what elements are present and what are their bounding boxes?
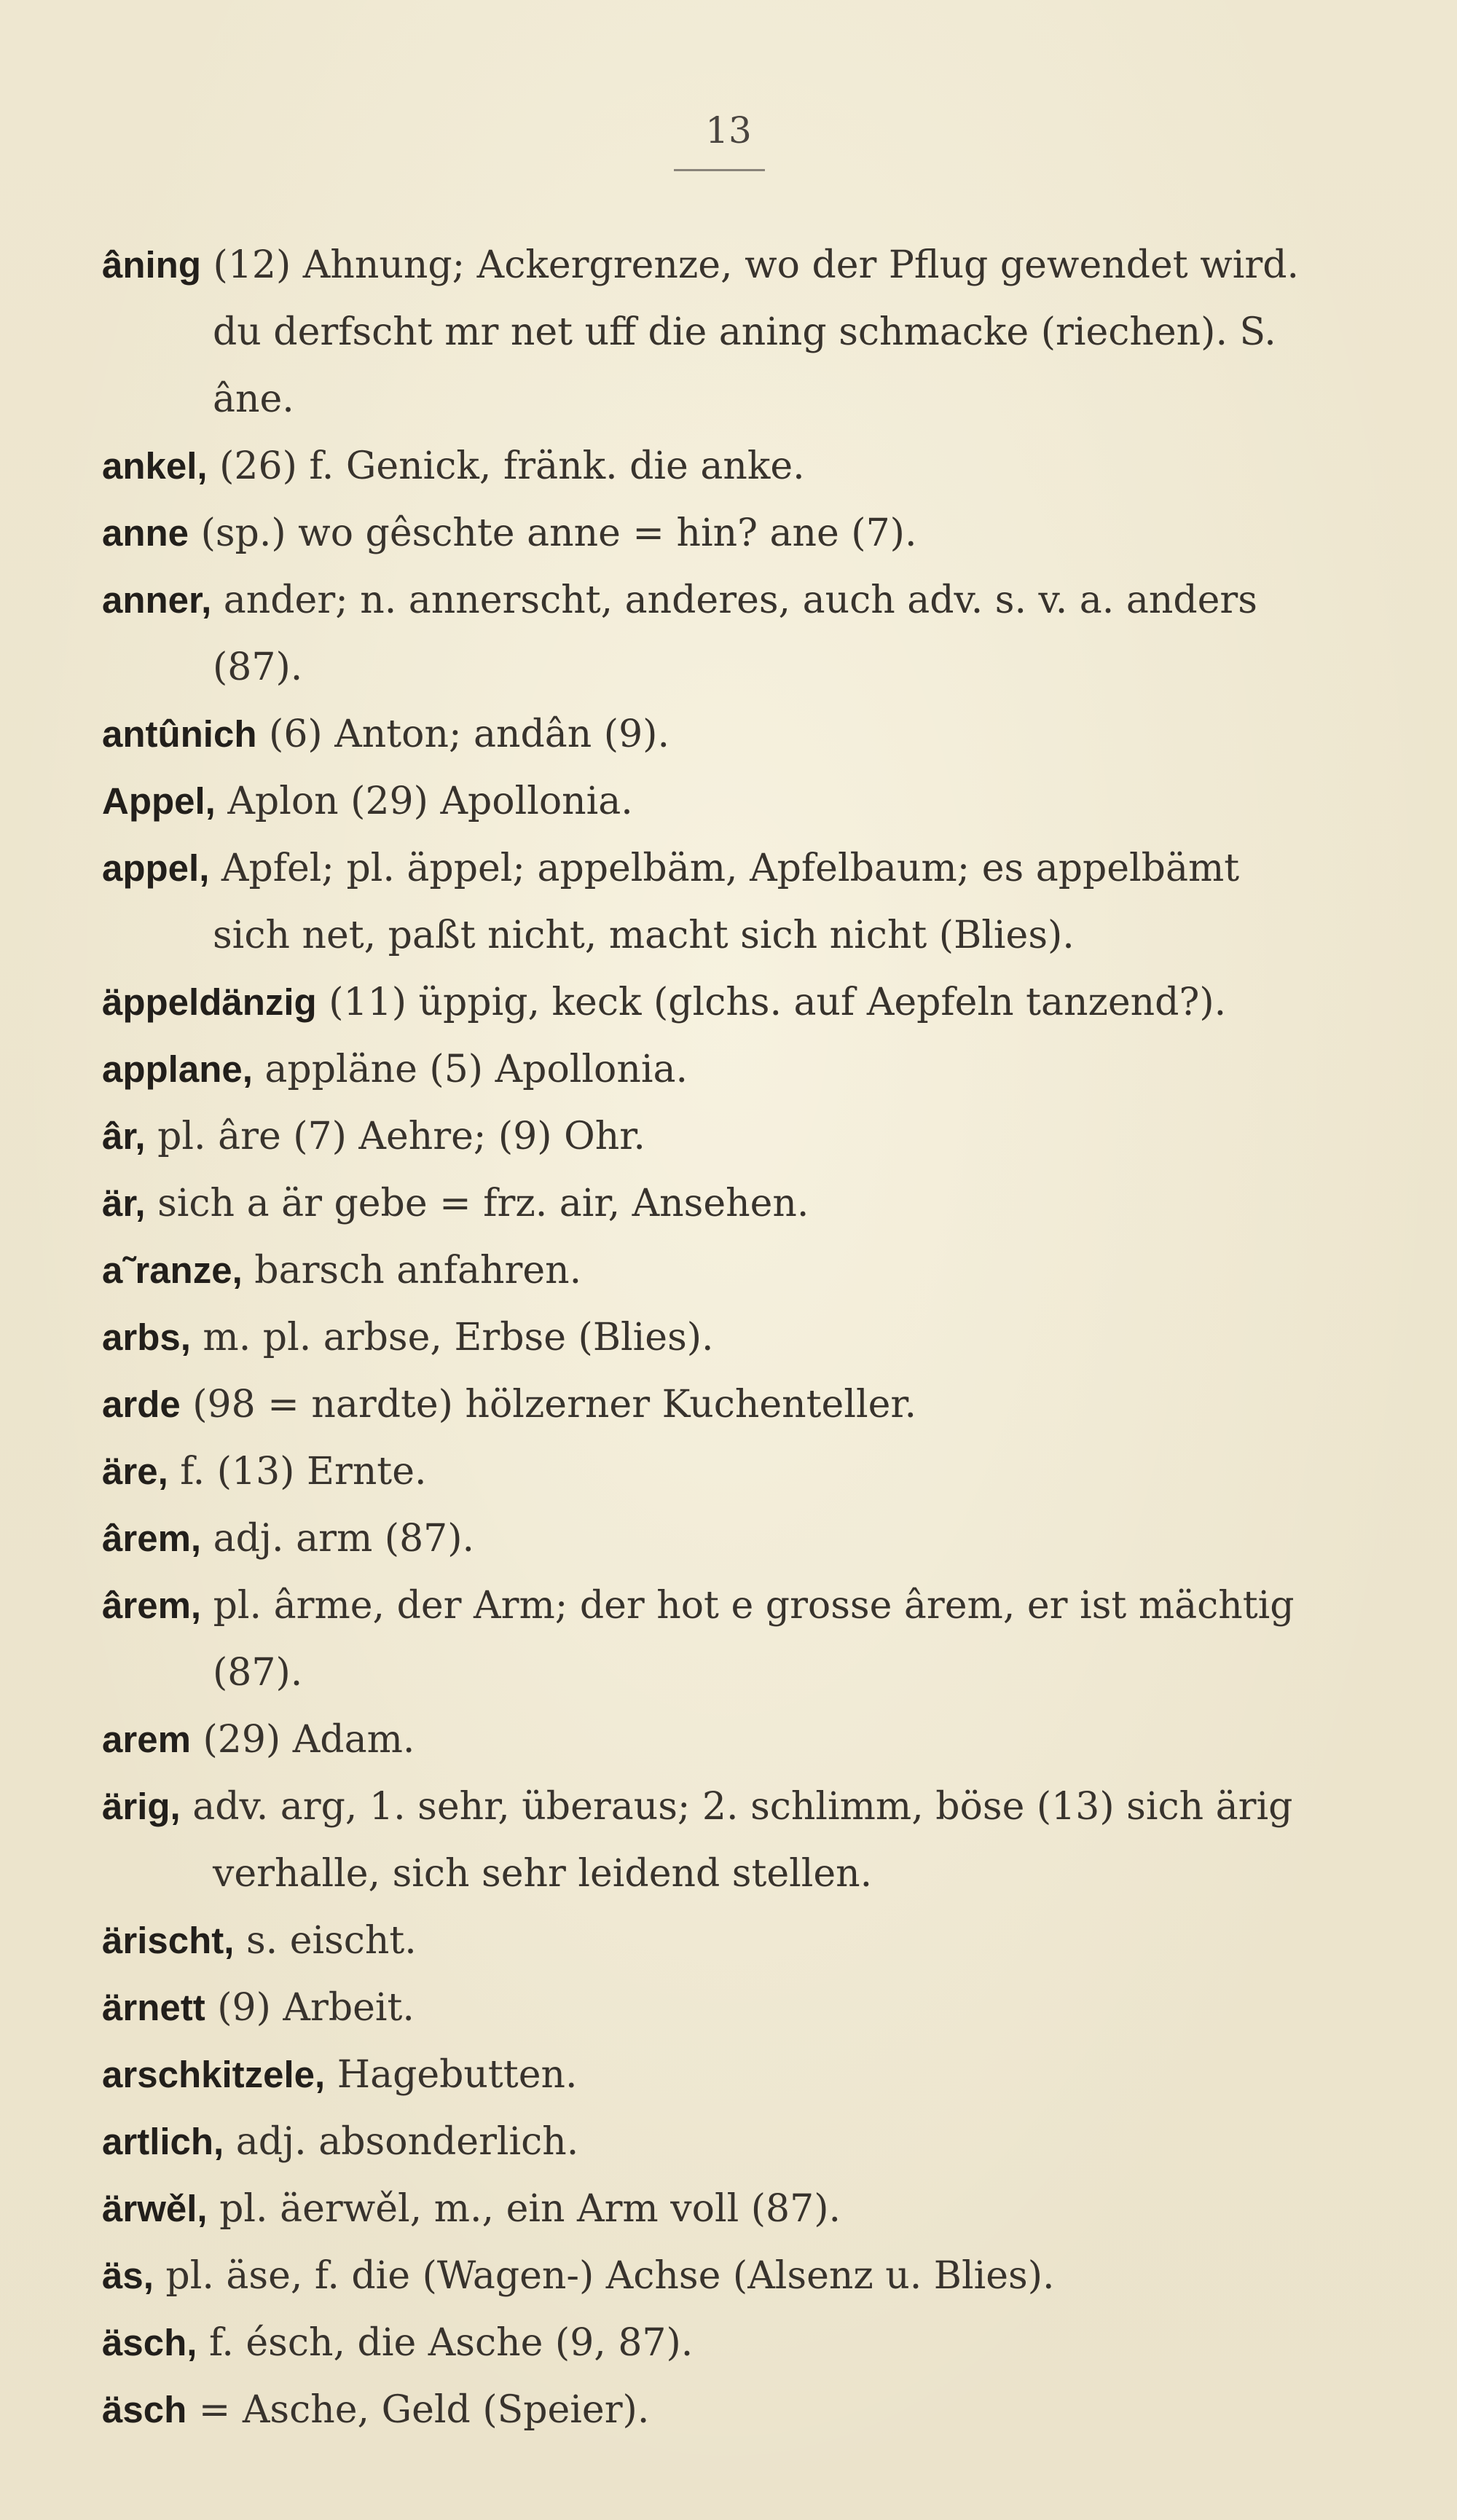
entry-headword: ärischt,	[102, 1920, 235, 1961]
entry-definition: pl. äse, f. die (Wagen-) Achse (Alsenz u. Blies).	[153, 2254, 1055, 2298]
entry-headword: anner,	[102, 579, 212, 621]
entry-definition: f. (13) Ernte.	[168, 1450, 427, 1493]
dictionary-entry	[102, 1438, 1326, 1505]
dictionary-entry	[102, 1505, 1326, 1572]
entry-definition: pl. äerwěl, m., ein Arm voll (87).	[207, 2187, 841, 2231]
entry-headword: äsch	[102, 2389, 187, 2430]
entry-headword: applane,	[102, 1048, 253, 1090]
dictionary-entry	[102, 2376, 1326, 2444]
entry-headword: äre,	[102, 1451, 168, 1492]
entry-definition: (sp.) wo gêschte anne = hin? ane (7).	[189, 511, 917, 555]
entry-list	[102, 232, 1326, 2444]
dictionary-entry	[102, 1371, 1326, 1438]
dictionary-entry	[102, 1036, 1326, 1103]
dictionary-entry	[102, 567, 1326, 701]
dictionary-entry	[102, 2242, 1326, 2309]
dictionary-entry	[102, 2108, 1326, 2175]
entry-definition: = Asche, Geld (Speier).	[186, 2388, 650, 2432]
dictionary-entry	[102, 1773, 1326, 1907]
entry-headword: âr,	[102, 1115, 146, 1157]
entry-headword: är,	[102, 1182, 146, 1224]
dictionary-entry	[102, 969, 1326, 1036]
entry-definition: (6) Anton; andân (9).	[256, 713, 669, 756]
dictionary-entry	[102, 2175, 1326, 2242]
entry-headword: a˜ranze,	[102, 1249, 243, 1291]
page-number-rule	[674, 169, 765, 171]
entry-definition: ander; n. annerscht, anderes, auch adv. s. v. a. anders (87).	[211, 578, 1257, 689]
entry-headword: äsch,	[102, 2322, 197, 2363]
entry-headword: äppeldänzig	[102, 981, 317, 1023]
dictionary-entry	[102, 1907, 1326, 1974]
dictionary-entry	[102, 232, 1326, 433]
dictionary-entry	[102, 1103, 1326, 1170]
entry-definition: sich a är gebe = frz. air, Ansehen.	[145, 1182, 809, 1225]
entry-definition: appläne (5) Apollonia.	[252, 1048, 688, 1091]
dictionary-entry	[102, 1974, 1326, 2041]
entry-headword: ârem,	[102, 1585, 202, 1626]
entry-definition: Aplon (29) Apollonia.	[215, 780, 633, 823]
dictionary-entry	[102, 1170, 1326, 1237]
entry-definition: adj. arm (87).	[201, 1517, 475, 1561]
entry-headword: âning	[102, 244, 201, 286]
entry-definition: (98 = nardte) hölzerner Kuchenteller.	[180, 1383, 917, 1426]
entry-headword: ârem,	[102, 1518, 202, 1559]
dictionary-entry	[102, 1237, 1326, 1304]
dictionary-entry	[102, 1572, 1326, 1706]
entry-definition: s. eischt.	[234, 1919, 417, 1963]
dictionary-entry	[102, 500, 1326, 567]
dictionary-entry	[102, 835, 1326, 969]
entry-headword: arde	[102, 1383, 181, 1425]
entry-headword: anne	[102, 512, 189, 554]
entry-definition: (11) üppig, keck (glchs. auf Aepfeln tanzend?).	[316, 981, 1227, 1024]
dictionary-entry	[102, 1304, 1326, 1371]
entry-headword: ankel,	[102, 445, 208, 487]
entry-headword: appel,	[102, 847, 210, 889]
entry-headword: äs,	[102, 2255, 154, 2296]
entry-headword: arbs,	[102, 1316, 191, 1358]
entry-definition: f. ésch, die Asche (9, 87).	[197, 2321, 694, 2365]
entry-definition: Hagebutten.	[325, 2053, 578, 2097]
entry-headword: antûnich	[102, 713, 257, 755]
entry-definition: Apfel; pl. äppel; appelbäm, Apfelbaum; es appelbämt sich net, paßt nicht, macht sich nicht (Blies).	[209, 847, 1240, 957]
entry-definition: (12) Ahnung; Ackergrenze, wo der Pflug gewendet wird. du derfscht mr net uff die aning schmacke (riechen). S. âne.	[201, 243, 1300, 421]
entry-headword: artlich,	[102, 2121, 224, 2162]
entry-definition: (9) Arbeit.	[205, 1986, 415, 2030]
entry-headword: arem	[102, 1719, 191, 1760]
dictionary-entry	[102, 2309, 1326, 2376]
entry-definition: (26) f. Genick, fränk. die anke.	[207, 444, 805, 488]
entry-definition: pl. ârme, der Arm; der hot e grosse ârem, er ist mächtig (87).	[201, 1584, 1295, 1695]
entry-headword: Appel,	[102, 780, 216, 822]
entry-definition: barsch anfahren.	[242, 1249, 582, 1292]
dictionary-entry	[102, 2041, 1326, 2108]
entry-headword: ärwěl,	[102, 2188, 208, 2229]
dictionary-entry	[102, 768, 1326, 835]
dictionary-entry	[102, 433, 1326, 500]
dictionary-entry	[102, 701, 1326, 768]
entry-definition: adj. absonderlich.	[224, 2120, 579, 2164]
entry-definition: (29) Adam.	[190, 1718, 415, 1762]
entry-definition: adv. arg, 1. sehr, überaus; 2. schlimm, böse (13) sich ärig verhalle, sich sehr leidend stellen.	[180, 1785, 1293, 1896]
page-number: 13	[705, 109, 752, 152]
entry-definition: pl. âre (7) Aehre; (9) Ohr.	[145, 1115, 645, 1158]
entry-definition: m. pl. arbse, Erbse (Blies).	[190, 1316, 714, 1359]
dictionary-entry	[102, 1706, 1326, 1773]
entry-headword: ärnett	[102, 1987, 205, 2028]
entry-headword: arschkitzele,	[102, 2054, 326, 2095]
entry-headword: ärig,	[102, 1786, 181, 1827]
